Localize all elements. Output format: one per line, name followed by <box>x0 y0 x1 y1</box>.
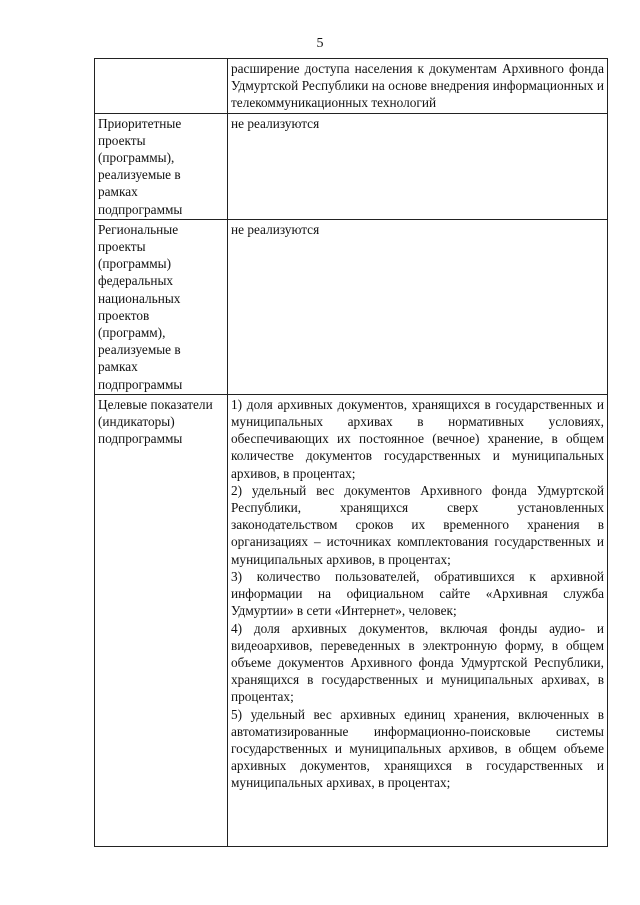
row-label-priority-projects: Приоритетные проекты (программы), реализуемые в рамках подпрограммы <box>95 113 228 219</box>
page-number: 5 <box>316 36 324 51</box>
indicator-item: 5) удельный вес архивных единиц хранения, включенных в автоматизированные информационно-поисковые системы государственных и муниципальных архивов, в общем объеме архивных документов, хранящихся в государственных и муниципальных архивах, в процентах; <box>231 706 604 791</box>
row-value: расширение доступа населения к документам Архивного фонда Удмуртской Республики на основе внедрения информационных и телекоммуникационных технологий <box>228 59 608 114</box>
table-row <box>95 113 608 219</box>
row-label-regional-projects: Региональные проекты (программы) федеральных национальных проектов (программ), реализуемые в рамках подпрограммы <box>95 219 228 394</box>
indicator-item: 4) доля архивных документов, включая фонды аудио- и видеоархивов, переведенных в электронную форму, в общем объеме документов Архивного фонда Удмуртской Республики, хранящихся в государственных и муниципальных архивах, в процентах; <box>231 620 604 705</box>
passport-table <box>94 58 608 847</box>
table-row <box>95 394 608 846</box>
indicator-item: 2) удельный вес документов Архивного фонда Удмуртской Республики, хранящихся сверх установленных законодательством сроков их временного хранения в организациях – источниках комплектования государственных и муниципальных архивов, в процентах; <box>231 482 604 567</box>
indicator-item: 3) количество пользователей, обратившихся к архивной информации на официальном сайте «Архивная служба Удмуртии» в сети «Интернет», человек; <box>231 568 604 619</box>
row-value: не реализуются <box>228 113 608 219</box>
table-row <box>95 59 608 114</box>
table-row <box>95 219 608 394</box>
row-label <box>95 59 228 114</box>
row-value: не реализуются <box>228 219 608 394</box>
indicator-item: 1) доля архивных документов, хранящихся в государственных и муниципальных архивах в нормативных условиях, обеспечивающих их постоянное (вечное) хранение, в общем количестве документов государственных и муниципальных архивов, в процентах; <box>231 396 604 481</box>
row-label-target-indicators: Целевые показатели (индикаторы) подпрограммы <box>95 394 228 846</box>
indicator-list <box>228 394 608 846</box>
